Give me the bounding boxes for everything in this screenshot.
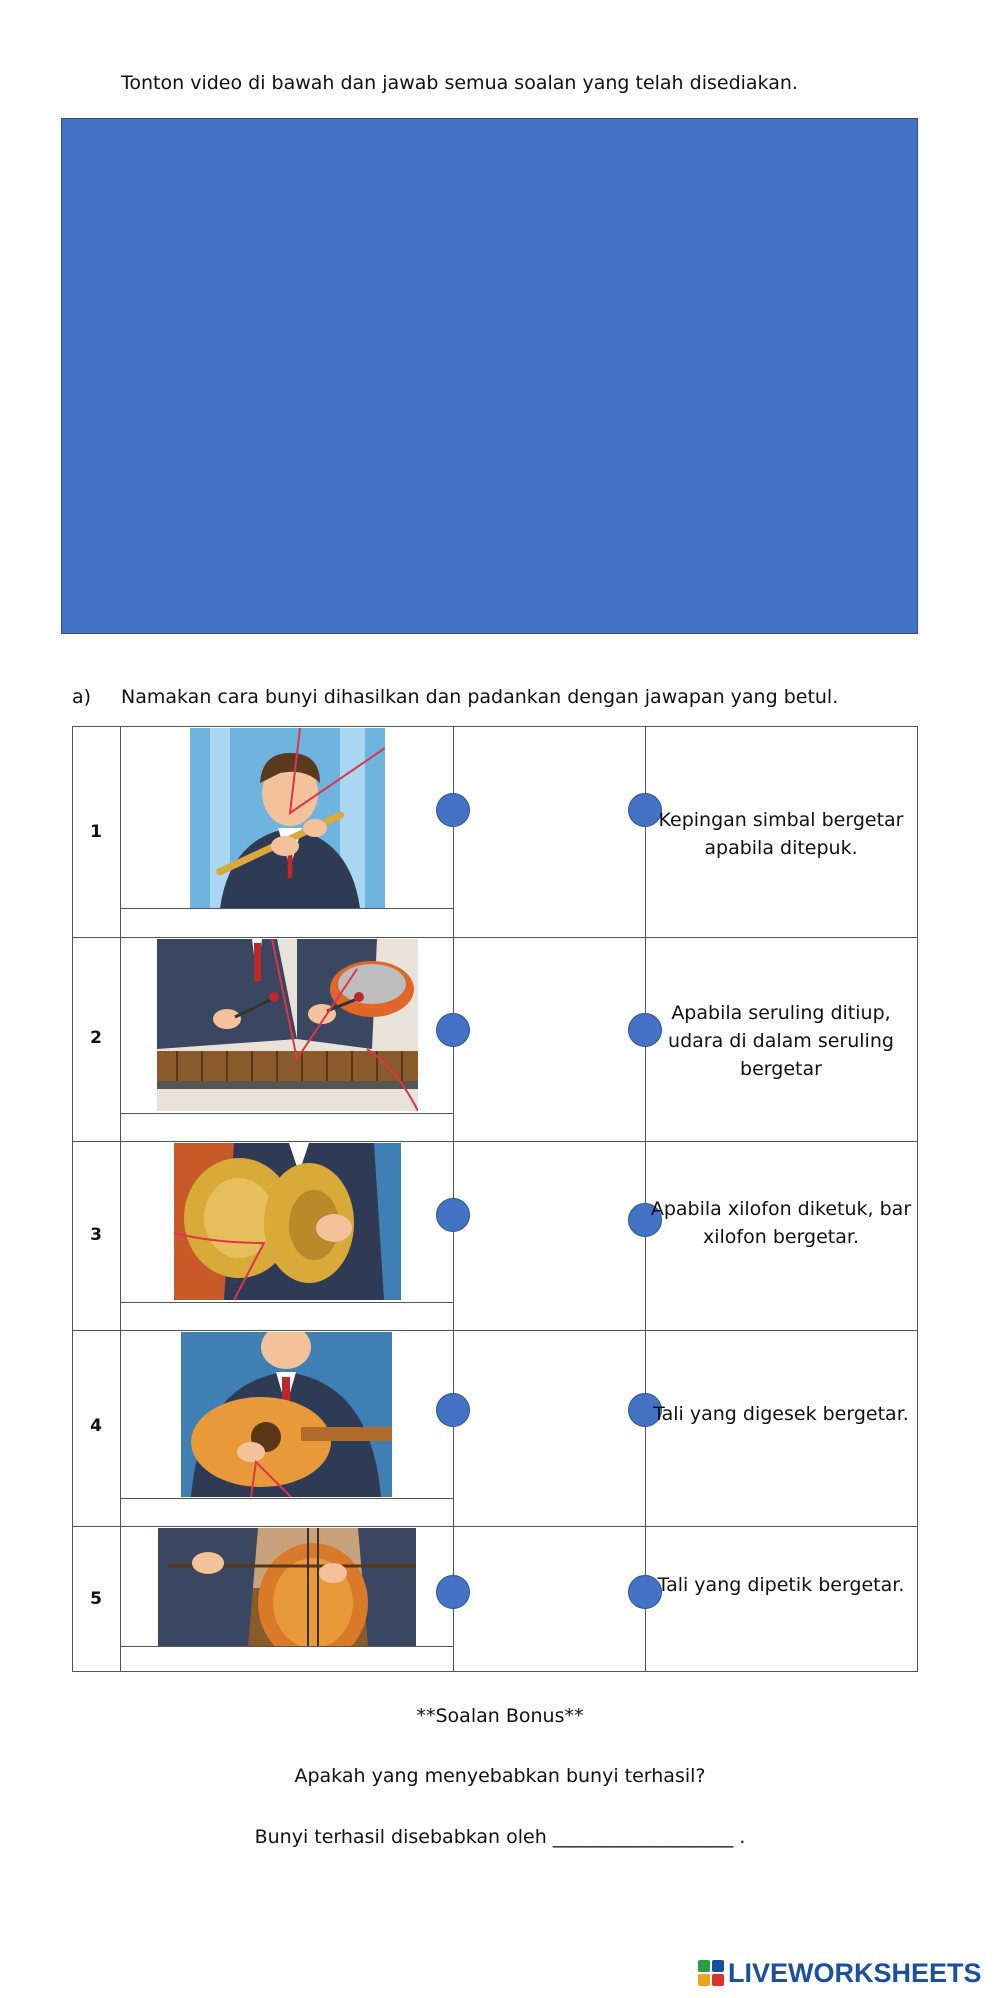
cello-player-image: [158, 1528, 416, 1646]
instruction-text: Tonton video di bawah dan jawab semua soalan yang telah disediakan.: [121, 72, 798, 94]
matching-table: [72, 726, 917, 1672]
row-number: 2: [90, 1028, 102, 1048]
flute-player-image: [190, 728, 385, 908]
left-match-dot[interactable]: [436, 1013, 470, 1047]
bonus-answer-prompt: Bunyi terhasil disebabkan oleh ___________________ .: [254, 1826, 746, 1848]
row-number: 1: [90, 822, 102, 842]
bonus-title: **Soalan Bonus**: [416, 1705, 584, 1727]
row-number: 4: [90, 1416, 102, 1436]
xylophone-player-image: [157, 939, 418, 1111]
row-number: 5: [90, 1589, 102, 1609]
answer-text: Kepingan simbal bergetar apabila ditepuk.: [658, 809, 904, 859]
cymbals-player-image: [174, 1143, 401, 1300]
guitar-player-image: [181, 1332, 392, 1497]
left-match-dot[interactable]: [436, 1575, 470, 1609]
bonus-question: Apakah yang menyebabkan bunyi terhasil?: [294, 1765, 706, 1787]
row-number: 3: [90, 1225, 102, 1245]
brand-name: LIVEWORKSHEETS: [728, 1957, 982, 1988]
liveworksheets-logo: [698, 1958, 982, 1988]
question-text: Namakan cara bunyi dihasilkan dan padankan dengan jawapan yang betul.: [121, 686, 839, 708]
liveworksheets-icon: [698, 1960, 724, 1986]
answer-text: Apabila seruling ditiup, udara di dalam seruling bergetar: [668, 1002, 894, 1080]
answer-text: Tali yang digesek bergetar.: [653, 1403, 909, 1425]
left-match-dot[interactable]: [436, 1393, 470, 1427]
answer-text: Tali yang dipetik bergetar.: [657, 1574, 905, 1596]
answer-text: Apabila xilofon diketuk, bar xilofon bergetar.: [650, 1198, 912, 1248]
left-match-dot[interactable]: [436, 1198, 470, 1232]
video-player[interactable]: [61, 118, 918, 634]
left-match-dot[interactable]: [436, 793, 470, 827]
question-letter: a): [72, 686, 92, 708]
